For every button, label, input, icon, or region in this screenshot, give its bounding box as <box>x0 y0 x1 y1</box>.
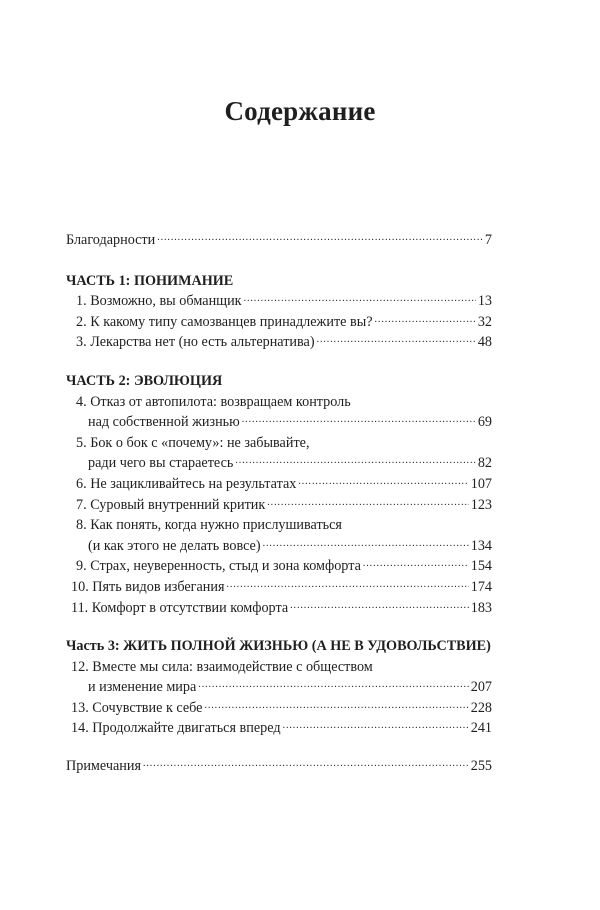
chapter-title-line: Сочувствие к себе <box>92 699 203 716</box>
toc-entry-chapter[interactable] <box>66 392 492 433</box>
chapter-title-line: Страх, неуверенность, стыд и зона комфорта <box>90 558 361 575</box>
chapter-number: 9. <box>76 558 87 575</box>
toc-entry-label <box>88 677 196 698</box>
toc-page-number: 174 <box>470 578 492 595</box>
toc-page-number: 241 <box>470 720 492 737</box>
toc-page-number: 228 <box>470 699 492 716</box>
chapter-title-line: над собственной жизнью <box>88 414 240 431</box>
chapter-title-line: ради чего вы стараетесь <box>88 455 234 472</box>
toc-entry-label: Благодарности <box>66 232 156 248</box>
chapter-number: 6. <box>76 475 87 492</box>
chapter-number: 10. <box>71 578 89 595</box>
chapter-title-line: К какому типу самозванцев принадлежите вы? <box>90 313 373 330</box>
toc-page-number: 107 <box>470 475 492 492</box>
table-of-contents <box>66 230 492 777</box>
toc-entry-chapter[interactable] <box>66 515 492 556</box>
toc-entry-chapter[interactable] <box>66 312 492 333</box>
toc-entry-chapter[interactable] <box>66 474 492 495</box>
toc-entry-chapter[interactable] <box>66 698 492 719</box>
toc-entry-label <box>71 718 281 739</box>
toc-entry-label <box>71 698 202 719</box>
chapter-number: 8. <box>76 517 87 534</box>
toc-entry-chapter[interactable] <box>66 332 492 353</box>
toc-page-number: 123 <box>470 496 492 513</box>
dot-leader <box>263 538 469 550</box>
toc-entry-label: Примечания <box>66 758 141 775</box>
toc-entry-label <box>76 474 296 495</box>
toc-entry-label <box>76 332 315 353</box>
dot-leader <box>267 497 468 509</box>
dot-leader <box>363 558 469 570</box>
toc-entry-label <box>76 515 342 536</box>
dot-leader <box>143 758 469 770</box>
chapter-number: 11. <box>71 599 89 616</box>
chapter-title-line: Продолжайте двигаться вперед <box>92 720 281 737</box>
chapter-title-line: Бок о бок с «почему»: не забывайте, <box>90 434 310 451</box>
chapter-title-line: Пять видов избегания <box>92 578 225 595</box>
dot-leader <box>375 314 476 326</box>
part-heading: Часть 3: ЖИТЬ ПОЛНОЙ ЖИЗНЬЮ (А НЕ В УДОВОЛЬСТВИЕ) <box>66 638 491 655</box>
toc-entry-notes[interactable] <box>66 756 492 777</box>
toc-entry-label <box>76 392 351 413</box>
toc-entry-acknowledgements[interactable] <box>66 230 492 251</box>
toc-page-number: 154 <box>470 558 492 575</box>
chapter-number: 12. <box>71 658 89 675</box>
chapter-title-line: (и как этого не делать вовсе) <box>88 537 261 554</box>
toc-page-number: 183 <box>470 599 492 616</box>
chapter-number: 7. <box>76 496 87 513</box>
toc-entry-chapter[interactable] <box>66 495 492 516</box>
chapter-number: 13. <box>71 699 89 716</box>
chapter-number: 4. <box>76 393 87 410</box>
dot-leader <box>204 700 468 712</box>
toc-page-number: 255 <box>470 758 492 775</box>
chapter-number: 1. <box>76 293 87 310</box>
toc-page-number: 69 <box>477 414 492 431</box>
chapter-title-line: и изменение мира <box>88 679 197 696</box>
toc-entry-label <box>88 453 233 474</box>
toc-page-number: 134 <box>470 537 492 554</box>
toc-entry-label <box>88 412 240 433</box>
dot-leader <box>283 720 469 732</box>
toc-entry-label <box>76 291 242 312</box>
toc-entry-label <box>76 495 265 516</box>
toc-entry-chapter[interactable] <box>66 718 492 739</box>
toc-page-number: 82 <box>477 455 492 472</box>
toc-entry-label <box>76 556 361 577</box>
chapter-number: 3. <box>76 334 87 351</box>
chapter-title-line: Как понять, когда нужно прислушиваться <box>90 517 342 534</box>
toc-page-number: 207 <box>470 679 492 696</box>
chapter-number: 5. <box>76 434 87 451</box>
dot-leader <box>244 293 476 305</box>
part-heading: ЧАСТЬ 1: ПОНИМАНИЕ <box>66 272 234 289</box>
dot-leader <box>198 679 468 691</box>
toc-entry-label <box>71 657 373 678</box>
toc-entry-chapter[interactable] <box>66 556 492 577</box>
chapter-title-line: Суровый внутренний критик <box>90 496 266 513</box>
toc-entry-label <box>76 312 373 333</box>
dot-leader <box>317 334 476 346</box>
toc-entry-chapter[interactable] <box>66 598 492 619</box>
toc-parts <box>66 271 492 739</box>
dot-leader <box>290 600 469 612</box>
page-title: Содержание <box>224 96 376 126</box>
toc-entry-label <box>71 598 288 619</box>
dot-leader <box>157 232 483 244</box>
chapter-title-line: Возможно, вы обманщик <box>90 293 242 310</box>
toc-entry-chapter[interactable] <box>66 577 492 598</box>
toc-page-number: 48 <box>477 334 492 351</box>
toc-entry-label <box>71 577 224 598</box>
dot-leader <box>235 455 475 467</box>
toc-entry-label <box>88 536 261 557</box>
chapter-title-line: Комфорт в отсутствии комфорта <box>91 599 289 616</box>
dot-leader <box>242 414 476 426</box>
toc-page-number: 32 <box>477 313 492 330</box>
chapter-title-line: Вместе мы сила: взаимодействие с обществом <box>92 658 373 675</box>
chapter-title-line: Не зацикливайтесь на результатах <box>90 475 297 492</box>
toc-entry-chapter[interactable] <box>66 433 492 474</box>
toc-entry-chapter[interactable] <box>66 657 492 698</box>
chapter-title-line: Отказ от автопилота: возвращаем контроль <box>90 393 351 410</box>
toc-page-number: 7 <box>484 232 492 248</box>
toc-entry-chapter[interactable] <box>66 291 492 312</box>
dot-leader <box>298 476 468 488</box>
toc-entry-label <box>76 433 310 454</box>
chapter-number: 14. <box>71 720 89 737</box>
toc-page-number: 13 <box>477 293 492 310</box>
part-heading: ЧАСТЬ 2: ЭВОЛЮЦИЯ <box>66 372 223 389</box>
chapter-number: 2. <box>76 313 87 330</box>
dot-leader <box>226 579 468 591</box>
chapter-title-line: Лекарства нет (но есть альтернатива) <box>90 334 315 351</box>
